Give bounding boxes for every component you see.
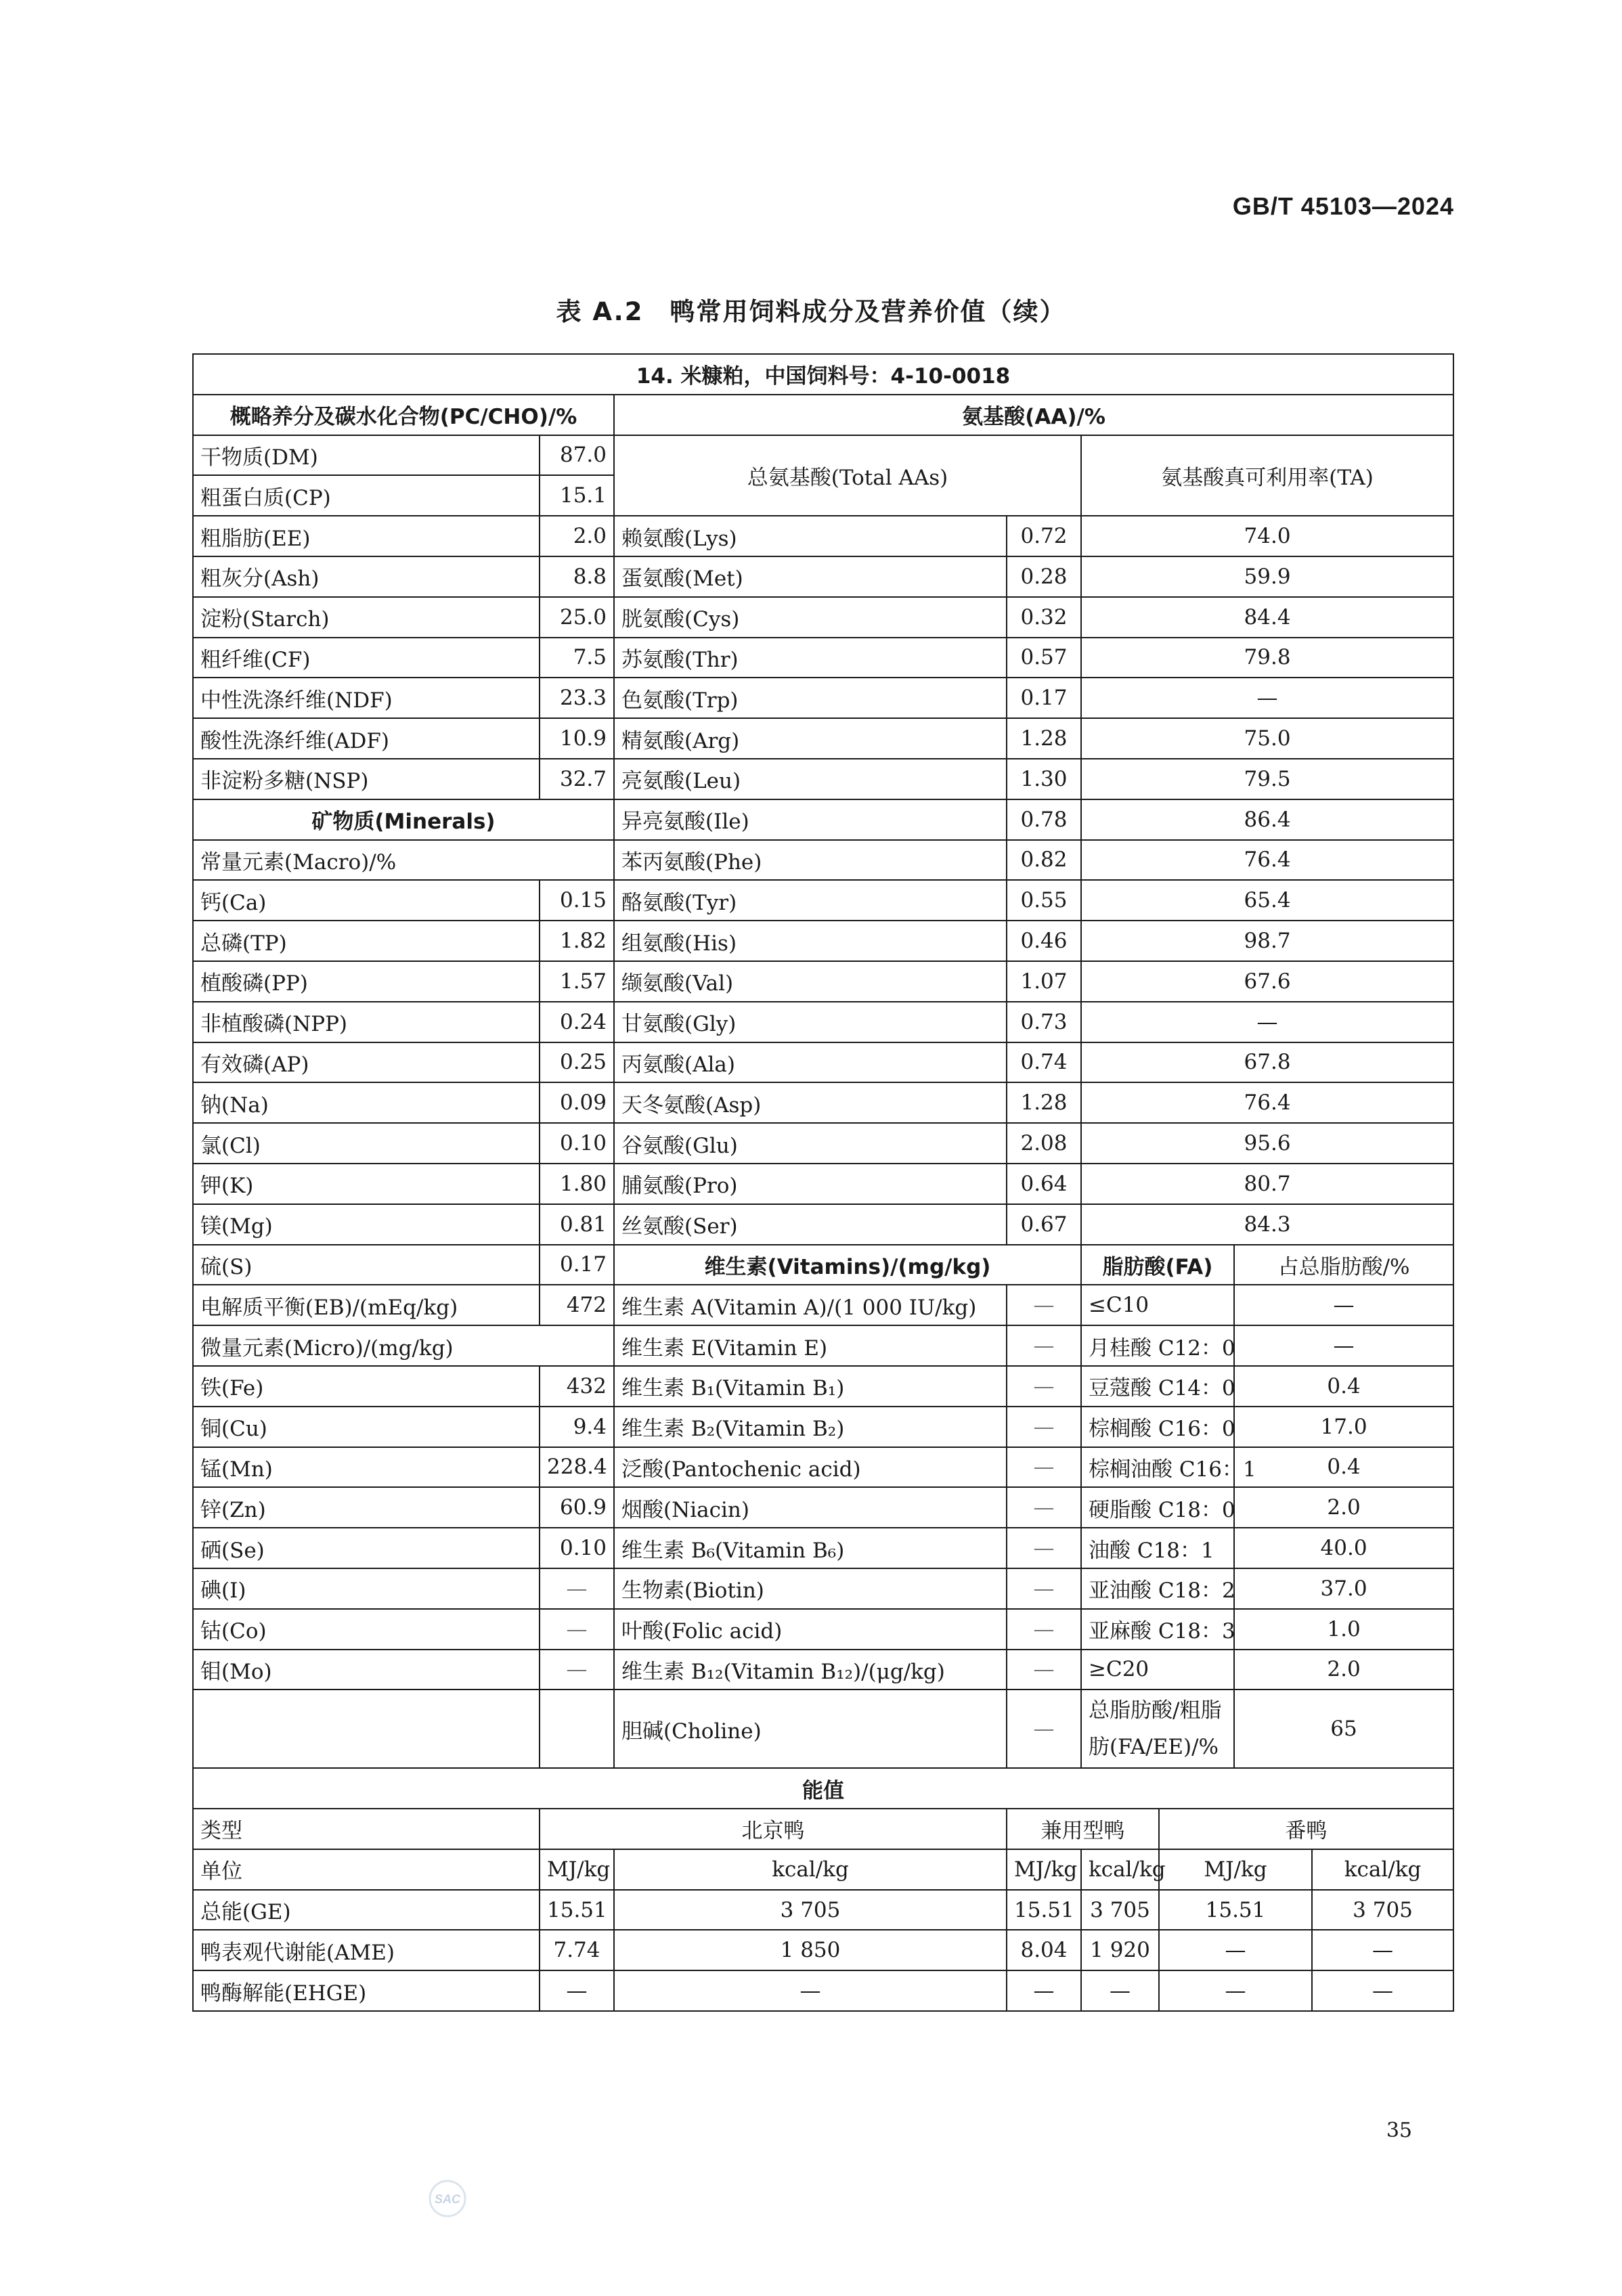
table-row xyxy=(193,1970,1453,2011)
empty-cell xyxy=(193,1690,540,1768)
fa-name: 油酸 C18：1 xyxy=(1081,1528,1234,1568)
table-row xyxy=(193,1002,1453,1042)
mineral-name: 锌(Zn) xyxy=(193,1487,540,1528)
proximate-name: 粗灰分(Ash) xyxy=(193,556,540,597)
amino-total: 0.32 xyxy=(1007,597,1081,638)
table-row xyxy=(193,718,1453,759)
breed-beijing: 北京鸭 xyxy=(540,1809,1007,1849)
amino-name: 蛋氨酸(Met) xyxy=(614,556,1007,597)
amino-total: 1.28 xyxy=(1007,718,1081,759)
amino-ta: 59.9 xyxy=(1081,556,1453,597)
mineral-name: 非植酸磷(NPP) xyxy=(193,1002,540,1042)
energy-type-label: 类型 xyxy=(193,1809,540,1849)
feed-title: 14. 米糠粕，中国饲料号：4-10-0018 xyxy=(193,354,1453,395)
amino-ta: 84.3 xyxy=(1081,1204,1453,1245)
proximate-value: 2.0 xyxy=(540,516,614,556)
sac-logo xyxy=(424,2178,471,2219)
proximate-value: 32.7 xyxy=(540,759,614,799)
vitamin-name: 维生素 E(Vitamin E) xyxy=(614,1325,1007,1366)
proximate-name: 粗纤维(CF) xyxy=(193,638,540,678)
energy-value: 3 705 xyxy=(1312,1890,1453,1930)
table-row xyxy=(193,1930,1453,1970)
total-aa-label: 总氨基酸(Total AAs) xyxy=(614,435,1081,516)
amino-name: 苯丙氨酸(Phe) xyxy=(614,840,1007,881)
fa-name: 硬脂酸 C18：0 xyxy=(1081,1487,1234,1528)
amino-name: 天冬氨酸(Asp) xyxy=(614,1082,1007,1123)
minerals-header: 矿物质(Minerals) xyxy=(193,799,614,840)
mineral-name: 电解质平衡(EB)/(mEq/kg) xyxy=(193,1285,540,1325)
mineral-value: 60.9 xyxy=(540,1487,614,1528)
amino-total: 0.57 xyxy=(1007,638,1081,678)
amino-header: 氨基酸(AA)/% xyxy=(614,395,1453,435)
energy-value: — xyxy=(1081,1970,1159,2011)
table-row xyxy=(193,1407,1453,1447)
energy-header: 能值 xyxy=(193,1768,1453,1809)
vitamin-value: — xyxy=(1007,1650,1081,1690)
fa-value: 2.0 xyxy=(1234,1487,1453,1528)
amino-name: 脯氨酸(Pro) xyxy=(614,1164,1007,1204)
table-row xyxy=(193,1042,1453,1083)
energy-unit: MJ/kg xyxy=(1007,1849,1081,1890)
proximate-value: 15.1 xyxy=(540,475,614,516)
fa-pct-header: 占总脂肪酸/% xyxy=(1234,1245,1453,1285)
proximate-name: 粗脂肪(EE) xyxy=(193,516,540,556)
proximate-name: 酸性洗涤纤维(ADF) xyxy=(193,718,540,759)
energy-unit: MJ/kg xyxy=(1159,1849,1312,1890)
table-row xyxy=(193,1366,1453,1407)
energy-unit: MJ/kg xyxy=(540,1849,614,1890)
vitamin-value: — xyxy=(1007,1609,1081,1650)
mineral-value: 0.17 xyxy=(540,1245,614,1285)
table-row xyxy=(193,597,1453,638)
fa-value: 1.0 xyxy=(1234,1609,1453,1650)
amino-name: 精氨酸(Arg) xyxy=(614,718,1007,759)
mineral-value: 1.57 xyxy=(540,961,614,1002)
mineral-name: 镁(Mg) xyxy=(193,1204,540,1245)
fa-value: 37.0 xyxy=(1234,1568,1453,1609)
proximate-name: 中性洗涤纤维(NDF) xyxy=(193,678,540,718)
table-row xyxy=(193,1164,1453,1204)
mineral-name: 碘(I) xyxy=(193,1568,540,1609)
amino-name: 丙氨酸(Ala) xyxy=(614,1042,1007,1083)
proximate-value: 87.0 xyxy=(540,435,614,476)
energy-value: 15.51 xyxy=(1159,1890,1312,1930)
table-body xyxy=(193,354,1453,2011)
table-row xyxy=(193,1809,1453,1849)
vitamin-value: — xyxy=(1007,1285,1081,1325)
vitamin-name: 烟酸(Niacin) xyxy=(614,1487,1007,1528)
table-row xyxy=(193,1204,1453,1245)
mineral-name: 钼(Mo) xyxy=(193,1650,540,1690)
mineral-value: 1.82 xyxy=(540,921,614,961)
energy-value: 1 850 xyxy=(614,1930,1007,1970)
energy-unit: kcal/kg xyxy=(614,1849,1007,1890)
mineral-value: 0.09 xyxy=(540,1082,614,1123)
amino-ta: 76.4 xyxy=(1081,840,1453,881)
amino-total: 0.73 xyxy=(1007,1002,1081,1042)
fa-name: 棕榈酸 C16：0 xyxy=(1081,1407,1234,1447)
mineral-name: 钙(Ca) xyxy=(193,880,540,921)
amino-name: 谷氨酸(Glu) xyxy=(614,1123,1007,1164)
mineral-value: 0.15 xyxy=(540,880,614,921)
mineral-value: 0.25 xyxy=(540,1042,614,1083)
table-row xyxy=(193,1650,1453,1690)
amino-name: 丝氨酸(Ser) xyxy=(614,1204,1007,1245)
mineral-value: 9.4 xyxy=(540,1407,614,1447)
amino-name: 甘氨酸(Gly) xyxy=(614,1002,1007,1042)
amino-ta: — xyxy=(1081,678,1453,718)
amino-ta: — xyxy=(1081,1002,1453,1042)
amino-ta: 76.4 xyxy=(1081,1082,1453,1123)
mineral-name: 钾(K) xyxy=(193,1164,540,1204)
table-row xyxy=(193,799,1453,840)
amino-ta: 67.6 xyxy=(1081,961,1453,1002)
vitamin-value: — xyxy=(1007,1447,1081,1488)
mineral-name: 锰(Mn) xyxy=(193,1447,540,1488)
mineral-name: 有效磷(AP) xyxy=(193,1042,540,1083)
fa-name: 亚麻酸 C18：3 xyxy=(1081,1609,1234,1650)
energy-value: 15.51 xyxy=(540,1890,614,1930)
proximate-name: 干物质(DM) xyxy=(193,435,540,476)
mineral-name: 总磷(TP) xyxy=(193,921,540,961)
table-row xyxy=(193,759,1453,799)
standard-code: GB/T 45103—2024 xyxy=(1232,192,1454,220)
amino-total: 0.64 xyxy=(1007,1164,1081,1204)
table-row xyxy=(193,1082,1453,1123)
energy-name: 鸭表观代谢能(AME) xyxy=(193,1930,540,1970)
amino-ta: 84.4 xyxy=(1081,597,1453,638)
amino-total: 0.72 xyxy=(1007,516,1081,556)
proximate-name: 粗蛋白质(CP) xyxy=(193,475,540,516)
micro-label: 微量元素(Micro)/(mg/kg) xyxy=(193,1325,614,1366)
amino-name: 色氨酸(Trp) xyxy=(614,678,1007,718)
energy-value: 8.04 xyxy=(1007,1930,1081,1970)
feed-composition-table xyxy=(192,353,1454,2012)
table-row xyxy=(193,880,1453,921)
energy-value: — xyxy=(1007,1970,1081,2011)
amino-ta: 65.4 xyxy=(1081,880,1453,921)
energy-value: 1 920 xyxy=(1081,1930,1159,1970)
amino-name: 缬氨酸(Val) xyxy=(614,961,1007,1002)
vitamin-name: 维生素 B₁(Vitamin B₁) xyxy=(614,1366,1007,1407)
amino-ta: 98.7 xyxy=(1081,921,1453,961)
sac-logo-icon xyxy=(424,2178,471,2219)
amino-total: 0.82 xyxy=(1007,840,1081,881)
energy-value: — xyxy=(1159,1970,1312,2011)
ta-label: 氨基酸真可利用率(TA) xyxy=(1081,435,1453,516)
vitamin-name: 维生素 B₁₂(Vitamin B₁₂)/(μg/kg) xyxy=(614,1650,1007,1690)
fa-name: 亚油酸 C18：2 xyxy=(1081,1568,1234,1609)
macro-label: 常量元素(Macro)/% xyxy=(193,840,614,881)
fa-name: 豆蔻酸 C14：0 xyxy=(1081,1366,1234,1407)
table-row xyxy=(193,1849,1453,1890)
mineral-name: 铜(Cu) xyxy=(193,1407,540,1447)
table-title: 表 A.2 鸭常用饲料成分及营养价值（续） xyxy=(556,297,1066,326)
sac-logo-text: SAC xyxy=(434,2192,461,2206)
vitamin-name: 维生素 B₂(Vitamin B₂) xyxy=(614,1407,1007,1447)
amino-ta: 79.8 xyxy=(1081,638,1453,678)
energy-name: 总能(GE) xyxy=(193,1890,540,1930)
fa-name: 总脂肪酸/粗脂肪(FA/EE)/% xyxy=(1081,1690,1234,1768)
table-row xyxy=(193,1768,1453,1809)
energy-value: — xyxy=(614,1970,1007,2011)
table-row xyxy=(193,1528,1453,1568)
fa-value: 0.4 xyxy=(1234,1366,1453,1407)
amino-total: 0.46 xyxy=(1007,921,1081,961)
proximate-value: 10.9 xyxy=(540,718,614,759)
amino-name: 组氨酸(His) xyxy=(614,921,1007,961)
vitamin-value: — xyxy=(1007,1407,1081,1447)
energy-value: — xyxy=(1312,1970,1453,2011)
breed-dual: 兼用型鸭 xyxy=(1007,1809,1159,1849)
table-row xyxy=(193,678,1453,718)
amino-total: 1.07 xyxy=(1007,961,1081,1002)
table-row xyxy=(193,1447,1453,1488)
fa-value: — xyxy=(1234,1285,1453,1325)
amino-total: 0.55 xyxy=(1007,880,1081,921)
mineral-value: 0.10 xyxy=(540,1123,614,1164)
vitamin-name: 生物素(Biotin) xyxy=(614,1568,1007,1609)
amino-total: 0.28 xyxy=(1007,556,1081,597)
amino-name: 异亮氨酸(Ile) xyxy=(614,799,1007,840)
vitamin-value: — xyxy=(1007,1366,1081,1407)
amino-total: 0.67 xyxy=(1007,1204,1081,1245)
mineral-value: — xyxy=(540,1650,614,1690)
fa-value: 17.0 xyxy=(1234,1407,1453,1447)
amino-total: 2.08 xyxy=(1007,1123,1081,1164)
mineral-name: 植酸磷(PP) xyxy=(193,961,540,1002)
mineral-value: — xyxy=(540,1568,614,1609)
amino-total: 1.28 xyxy=(1007,1082,1081,1123)
proximate-name: 淀粉(Starch) xyxy=(193,597,540,638)
fa-name: ≥C20 xyxy=(1081,1650,1234,1690)
vitamin-name: 维生素 A(Vitamin A)/(1 000 IU/kg) xyxy=(614,1285,1007,1325)
energy-value: 3 705 xyxy=(1081,1890,1159,1930)
amino-name: 亮氨酸(Leu) xyxy=(614,759,1007,799)
energy-value: 7.74 xyxy=(540,1930,614,1970)
amino-ta: 74.0 xyxy=(1081,516,1453,556)
table-row xyxy=(193,961,1453,1002)
vitamin-value: — xyxy=(1007,1528,1081,1568)
energy-value: 15.51 xyxy=(1007,1890,1081,1930)
mineral-value: 472 xyxy=(540,1285,614,1325)
fa-value: 0.4 xyxy=(1234,1447,1453,1488)
mineral-value: — xyxy=(540,1609,614,1650)
amino-ta: 67.8 xyxy=(1081,1042,1453,1083)
mineral-value: 228.4 xyxy=(540,1447,614,1488)
amino-total: 1.30 xyxy=(1007,759,1081,799)
fa-name: 棕榈油酸 C16：1 xyxy=(1081,1447,1234,1488)
fa-name: ≤C10 xyxy=(1081,1285,1234,1325)
fa-value: 2.0 xyxy=(1234,1650,1453,1690)
fa-name: 月桂酸 C12：0 xyxy=(1081,1325,1234,1366)
fa-value: 40.0 xyxy=(1234,1528,1453,1568)
table-row xyxy=(193,638,1453,678)
amino-ta: 80.7 xyxy=(1081,1164,1453,1204)
table-row xyxy=(193,1245,1453,1285)
fa-value: — xyxy=(1234,1325,1453,1366)
amino-ta: 75.0 xyxy=(1081,718,1453,759)
table-row xyxy=(193,1690,1453,1768)
table-row xyxy=(193,1285,1453,1325)
mineral-name: 氯(Cl) xyxy=(193,1123,540,1164)
vitamin-value: — xyxy=(1007,1568,1081,1609)
empty-cell xyxy=(540,1690,614,1768)
table-row xyxy=(193,1890,1453,1930)
amino-ta: 86.4 xyxy=(1081,799,1453,840)
mineral-value: 0.10 xyxy=(540,1528,614,1568)
table-row xyxy=(193,1487,1453,1528)
mineral-value: 0.81 xyxy=(540,1204,614,1245)
breed-muscovy: 番鸭 xyxy=(1159,1809,1453,1849)
proximate-value: 8.8 xyxy=(540,556,614,597)
table-row xyxy=(193,1609,1453,1650)
energy-value: 3 705 xyxy=(614,1890,1007,1930)
energy-value: — xyxy=(540,1970,614,2011)
mineral-value: 0.24 xyxy=(540,1002,614,1042)
mineral-name: 硫(S) xyxy=(193,1245,540,1285)
vitamin-name: 胆碱(Choline) xyxy=(614,1690,1007,1768)
amino-total: 0.17 xyxy=(1007,678,1081,718)
amino-name: 苏氨酸(Thr) xyxy=(614,638,1007,678)
table-row xyxy=(193,1568,1453,1609)
amino-name: 酪氨酸(Tyr) xyxy=(614,880,1007,921)
proximate-value: 23.3 xyxy=(540,678,614,718)
amino-name: 胱氨酸(Cys) xyxy=(614,597,1007,638)
fa-value: 65 xyxy=(1234,1690,1453,1768)
energy-value: — xyxy=(1312,1930,1453,1970)
proximate-value: 25.0 xyxy=(540,597,614,638)
mineral-value: 1.80 xyxy=(540,1164,614,1204)
amino-total: 0.74 xyxy=(1007,1042,1081,1083)
table-row xyxy=(193,840,1453,881)
table-row xyxy=(193,516,1453,556)
vitamin-name: 泛酸(Pantochenic acid) xyxy=(614,1447,1007,1488)
table-row xyxy=(193,1325,1453,1366)
vitamin-value: — xyxy=(1007,1487,1081,1528)
mineral-name: 铁(Fe) xyxy=(193,1366,540,1407)
vitamin-name: 维生素 B₆(Vitamin B₆) xyxy=(614,1528,1007,1568)
proximate-value: 7.5 xyxy=(540,638,614,678)
mineral-name: 钴(Co) xyxy=(193,1609,540,1650)
table-row xyxy=(193,556,1453,597)
proximate-header: 概略养分及碳水化合物(PC/CHO)/% xyxy=(193,395,614,435)
amino-ta: 95.6 xyxy=(1081,1123,1453,1164)
table-row xyxy=(193,1123,1453,1164)
energy-unit-label: 单位 xyxy=(193,1849,540,1890)
vitamin-name: 叶酸(Folic acid) xyxy=(614,1609,1007,1650)
energy-unit: kcal/kg xyxy=(1081,1849,1159,1890)
energy-unit: kcal/kg xyxy=(1312,1849,1453,1890)
energy-value: — xyxy=(1159,1930,1312,1970)
energy-name: 鸭酶解能(EHGE) xyxy=(193,1970,540,2011)
page-number: 35 xyxy=(1386,2119,1412,2142)
table-row xyxy=(193,921,1453,961)
mineral-name: 硒(Se) xyxy=(193,1528,540,1568)
vitamin-value: — xyxy=(1007,1325,1081,1366)
vitamins-header: 维生素(Vitamins)/(mg/kg) xyxy=(614,1245,1081,1285)
amino-total: 0.78 xyxy=(1007,799,1081,840)
mineral-value: 432 xyxy=(540,1366,614,1407)
fa-header: 脂肪酸(FA) xyxy=(1081,1245,1234,1285)
amino-name: 赖氨酸(Lys) xyxy=(614,516,1007,556)
proximate-name: 非淀粉多糖(NSP) xyxy=(193,759,540,799)
vitamin-value: — xyxy=(1007,1690,1081,1768)
mineral-name: 钠(Na) xyxy=(193,1082,540,1123)
amino-ta: 79.5 xyxy=(1081,759,1453,799)
